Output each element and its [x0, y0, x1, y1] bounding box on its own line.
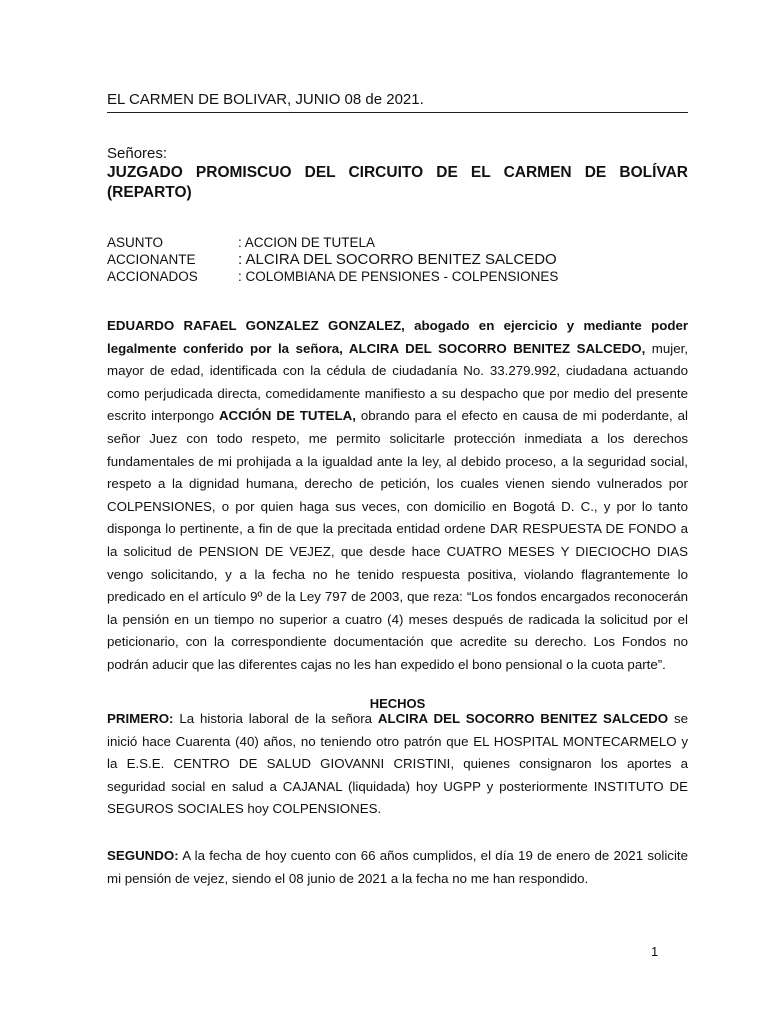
fact-label: PRIMERO:	[107, 711, 174, 726]
meta-row-accionante	[107, 251, 688, 268]
text-span: obrando para el efecto en causa de mi poderdante, al señor Juez con todo respeto, me permito solicitarle protección inmediata a los derechos fundamentales de mi prohijada a la igualdad ante la ley, al debido proceso, a la seguridad social, respeto a la dignidad humana, derecho de petición, los cuales vienen siendo vulnerados por COLPENSIONES, o por quien haga sus veces, con domicilio en Bogotá D. C., y por lo tanto disponga lo pertinente, a fin de que la precitada entidad ordene DAR RESPUESTA DE FONDO a la solicitud de PENSION DE VEJEZ, que desde hace CUATRO MESES Y DIECIOCHO DIAS vengo solicitando, y a la fecha no he tenido respuesta positiva, violando flagrantemente lo predicado en el artículo 9º de la Ley 797 de 2003, que reza: “Los fondos encargados reconocerán la pensión en un tiempo no superior a cuatro (4) meses después de radicada la solicitud por el peticionario, con la correspondiente documentación que acredite su derecho. Los Fondos no podrán aducir que las diferentes cajas no les han expedido el bono pensional o la cuota parte”.	[107, 408, 688, 672]
lawyer-name: EDUARDO RAFAEL GONZALEZ GONZALEZ,	[107, 318, 405, 333]
meta-row-asunto	[107, 234, 688, 251]
text-span: La historia laboral de la señora	[173, 711, 378, 726]
mandate-clause: abogado en ejercicio y mediante poder legalmente conferido por la señora, ALCIRA DEL SOCORRO BENITEZ SALCEDO,	[107, 318, 689, 356]
page-number: 1	[651, 944, 659, 959]
fact-label: SEGUNDO:	[107, 848, 179, 863]
text-span	[405, 318, 414, 333]
fact-segundo	[107, 845, 688, 890]
text-span: se inició hace Cuarenta (40) años, no teniendo otro patrón que EL HOSPITAL MONTECARMELO y la E.S.E. CENTRO DE SALUD GIOVANNI CRISTINI, quienes consignaron los aportes a seguridad social en salud a CAJANAL (liquidada) hoy UGPP y posteriormente INSTITUTO DE SEGUROS SOCIALES hoy COLPENSIONES.	[107, 711, 688, 817]
meta-value: : COLOMBIANA DE PENSIONES - COLPENSIONES	[238, 269, 559, 284]
case-metadata	[107, 234, 688, 285]
intro-paragraph	[107, 315, 688, 677]
meta-value: : ALCIRA DEL SOCORRO BENITEZ SALCEDO	[238, 251, 557, 268]
meta-key: ACCIONANTE	[107, 252, 196, 267]
plaintiff-name: ALCIRA DEL SOCORRO BENITEZ SALCEDO	[377, 711, 669, 726]
text-span: mujer, mayor de edad, identificada con la cédula de ciudadanía No. 33.279.992, ciudadana actuando como perjudicada directa, comedidamente manifiesto a su despacho que por medio del presente escrito interpongo	[107, 340, 688, 424]
meta-key: ACCIONADOS	[107, 269, 198, 284]
court-name: JUZGADO PROMISCUO DEL CIRCUITO DE EL CARMEN DE BOLÍVAR (REPARTO)	[107, 164, 688, 201]
place-date: EL CARMEN DE BOLIVAR, JUNIO 08 de 2021.	[107, 91, 688, 113]
salutation: Señores:	[107, 145, 168, 162]
meta-key: ASUNTO	[107, 235, 164, 250]
text-span: A la fecha de hoy cuento con 66 años cumplidos, el día 19 de enero de 2021 solicite mi pensión de vejez, siendo el 08 junio de 2021 a la fecha no me han respondido.	[107, 848, 688, 886]
fact-primero	[107, 708, 688, 821]
meta-value: : ACCION DE TUTELA	[238, 235, 376, 250]
meta-row-accionados	[107, 268, 688, 285]
section-title-hechos: HECHOS	[369, 696, 426, 711]
action-title: ACCIÓN DE TUTELA,	[218, 408, 356, 424]
